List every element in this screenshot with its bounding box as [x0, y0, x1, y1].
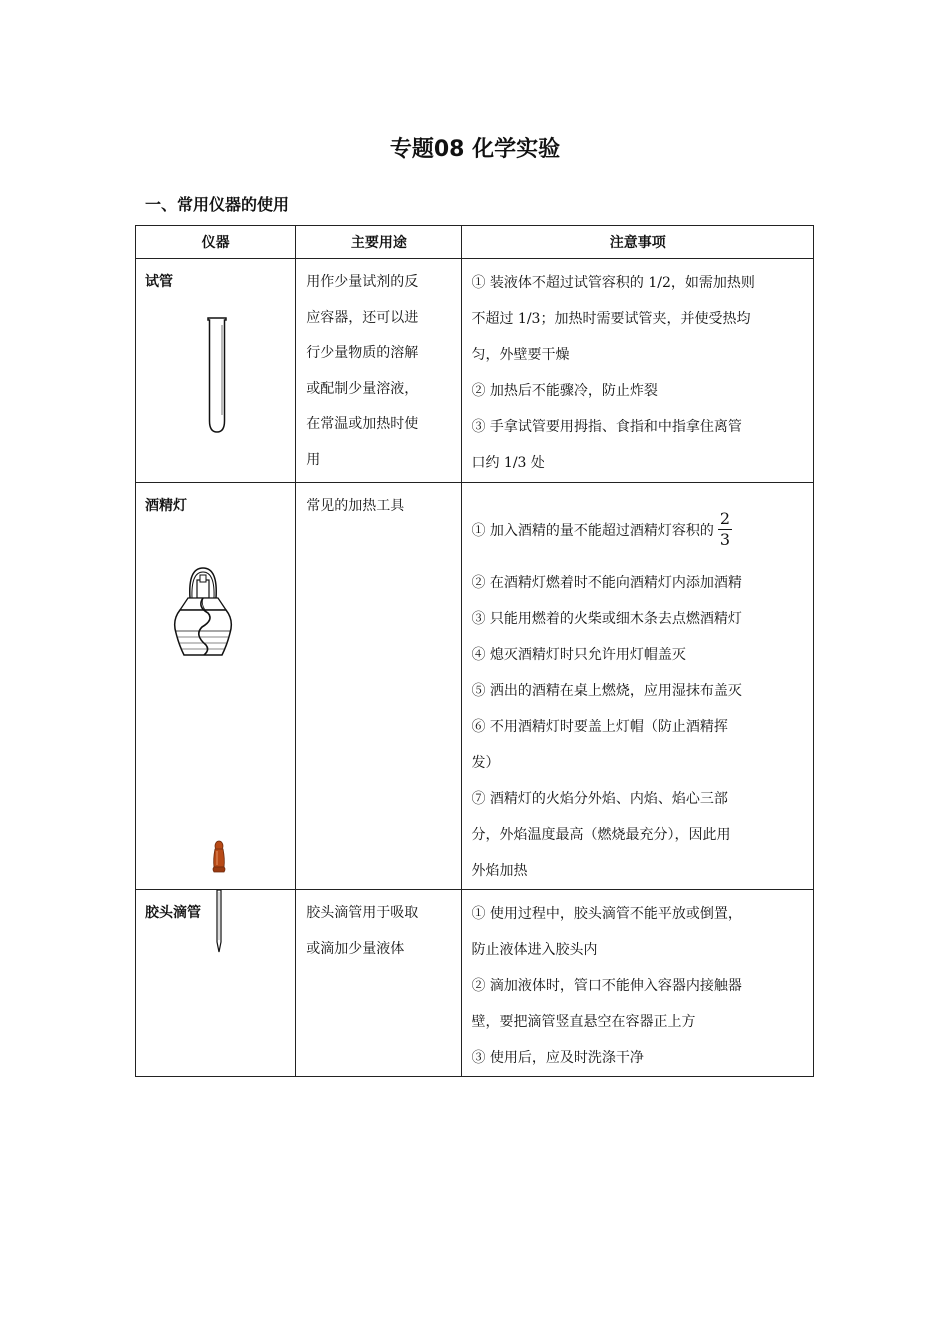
- table-row: [136, 483, 814, 890]
- notes-cell: [462, 483, 814, 890]
- note-line: ② 滴加液体时，管口不能伸入容器内接触器: [471, 978, 742, 994]
- note-line: 匀，外壁要干燥: [471, 347, 570, 363]
- use-line: 常见的加热工具: [306, 498, 405, 514]
- notes-cell: [462, 259, 814, 483]
- test-tube-icon: [202, 315, 232, 437]
- table-header-row: [136, 226, 814, 259]
- note-line: ④ 熄灭酒精灯时只允许用灯帽盖灭: [471, 647, 686, 663]
- note-line: 外焰加热: [471, 863, 528, 879]
- use-line: 或配制少量溶液，: [306, 380, 419, 397]
- note-line: 防止液体进入胶头内: [471, 942, 598, 958]
- instrument-name: 酒精灯: [145, 498, 187, 514]
- note-line: ⑦ 酒精灯的火焰分外焰、内焰、焰心三部: [471, 791, 728, 807]
- fraction-numerator: 2: [719, 508, 731, 528]
- use-line: 行少量物质的溶解: [306, 345, 419, 361]
- header-notes: 注意事项: [462, 226, 814, 259]
- page-title: 专题08 化学实验: [389, 137, 561, 162]
- note-line: ① 装液体不超过试管容积的 1/2，如需加热则: [471, 275, 755, 291]
- fraction: [718, 509, 732, 550]
- note-line: 分，外焰温度最高（燃烧最充分），因此用: [471, 827, 731, 843]
- note-line: 发）: [471, 755, 500, 771]
- use-line: 用作少量试剂的反: [306, 274, 419, 290]
- use-line: 胶头滴管用于吸取: [306, 905, 419, 921]
- header-main-use: 主要用途: [296, 226, 462, 259]
- table-row: [136, 890, 814, 1077]
- note-line: ③ 只能用燃着的火柴或细木条去点燃酒精灯: [471, 611, 742, 627]
- use-cell: [296, 259, 462, 483]
- note-line: ② 在酒精灯燃着时不能向酒精灯内添加酒精: [471, 575, 742, 591]
- note-line: ① 使用过程中，胶头滴管不能平放或倒置，: [471, 906, 742, 922]
- note-line: 不超过 1/3；加热时需要试管夹，并使受热均: [471, 311, 751, 327]
- note-line: ② 加热后不能骤冷，防止炸裂: [471, 383, 658, 399]
- header-instrument: 仪器: [136, 226, 296, 259]
- note-line: ⑤ 洒出的酒精在桌上燃烧，应用湿抹布盖灭: [471, 683, 742, 699]
- use-line: 用: [306, 451, 321, 468]
- note-line: 口约 1/3 处: [471, 455, 545, 471]
- note-line-with-fraction: [471, 489, 807, 563]
- instrument-table: [135, 225, 814, 1077]
- use-cell: [296, 483, 462, 890]
- note-text: ① 加入酒精的量不能超过酒精灯容积的: [471, 523, 714, 539]
- section-heading: 一、常用仪器的使用: [145, 195, 290, 214]
- fraction-denominator: 3: [719, 529, 731, 549]
- dropper-tube-icon: [215, 890, 223, 954]
- use-cell: [296, 890, 462, 1077]
- instrument-cell: [136, 890, 296, 1077]
- use-line: 在常温或加热时使: [306, 416, 419, 432]
- alcohol-lamp-icon: [170, 565, 236, 659]
- instrument-cell: [136, 259, 296, 483]
- instrument-name: 胶头滴管: [145, 905, 201, 921]
- instrument-name: 试管: [145, 274, 173, 290]
- use-line: 或滴加少量液体: [306, 940, 405, 957]
- note-line: ⑥ 不用酒精灯时要盖上灯帽（防止酒精挥: [471, 719, 728, 735]
- note-line: ③ 使用后，应及时洗涤干净: [471, 1050, 644, 1066]
- table-row: [136, 259, 814, 483]
- note-line: 壁，要把滴管竖直悬空在容器正上方: [471, 1014, 696, 1030]
- note-line: ③ 手拿试管要用拇指、食指和中指拿住离管: [471, 419, 742, 435]
- use-line: 应容器，还可以进: [306, 309, 419, 326]
- notes-cell: [462, 890, 814, 1077]
- instrument-cell: [136, 483, 296, 890]
